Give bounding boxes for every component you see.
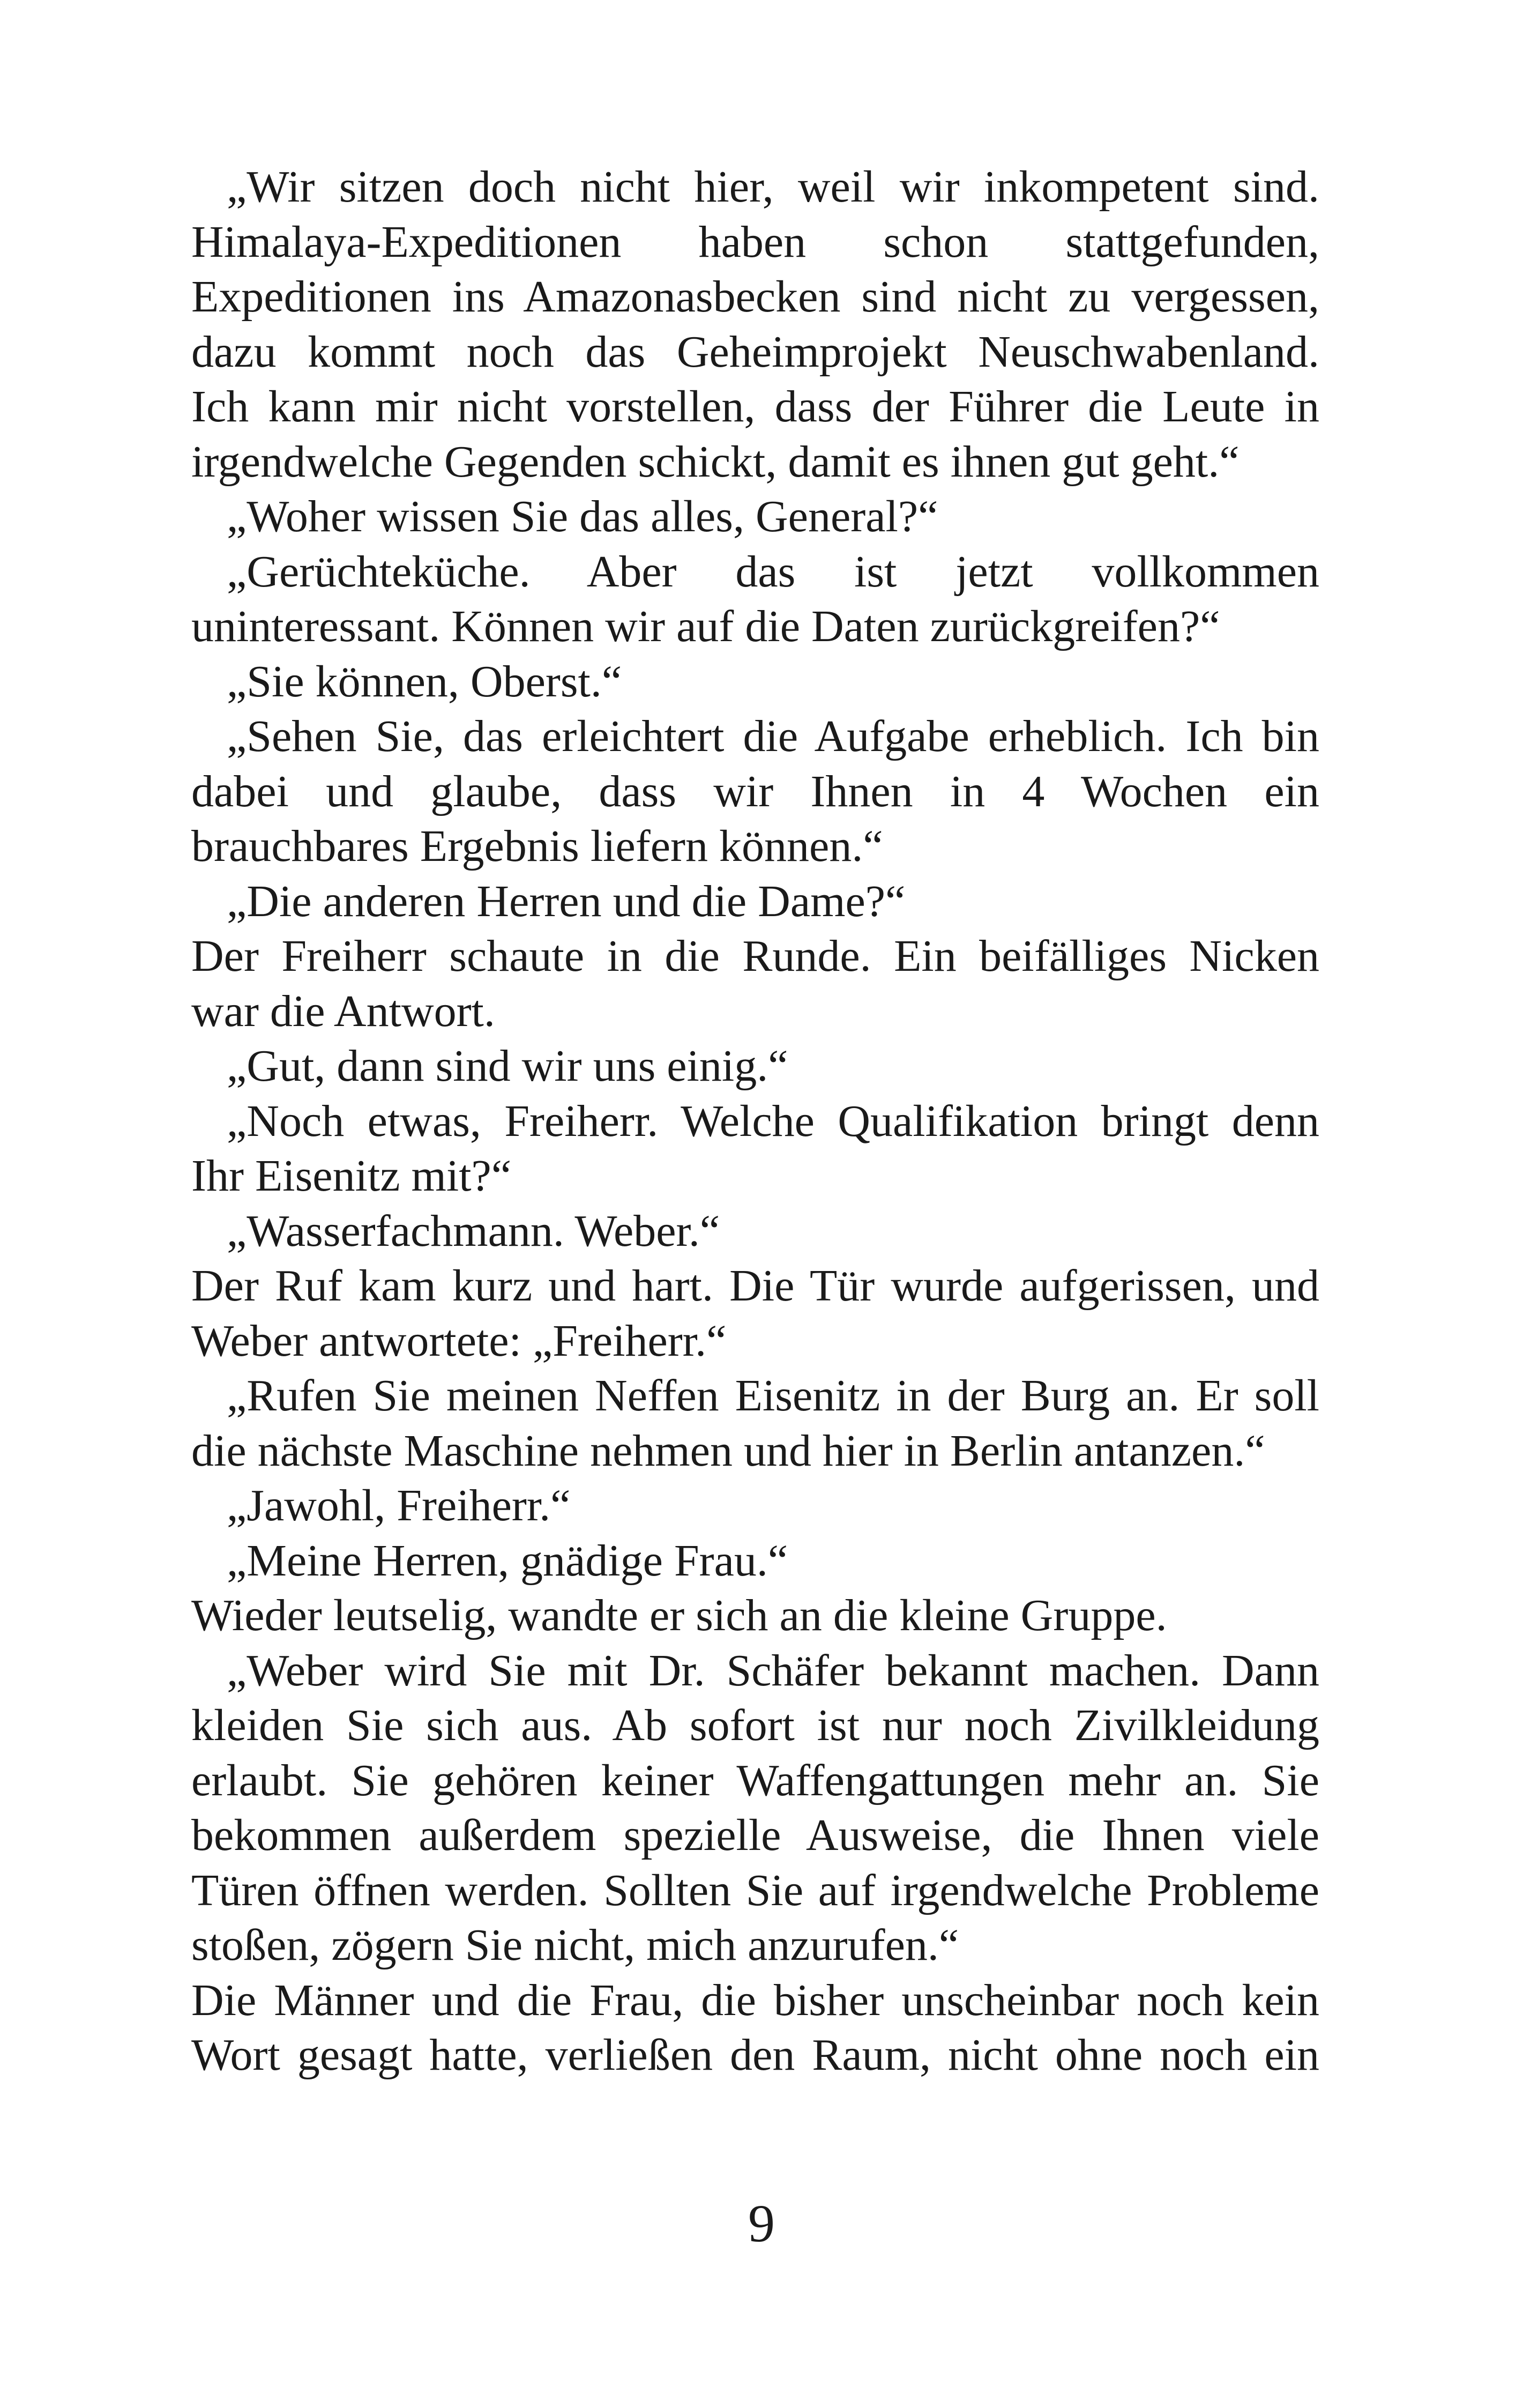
text-line: „Wasserfachmann. Weber.“ xyxy=(227,1206,720,1256)
text-line: „Die anderen Herren und die Dame?“ xyxy=(227,876,906,926)
text-line: die nächste Maschine nehmen und hier in Berlin antanzen.“ xyxy=(191,1425,1265,1476)
text-line: Der Freiherr schaute in die Runde. Ein beifälliges Nicken xyxy=(191,931,1319,981)
text-line: Wieder leutselig, wandte er sich an die kleine Gruppe. xyxy=(191,1591,1167,1640)
text-line: Ich kann mir nicht vorstellen, dass der Führer die Leute in xyxy=(191,382,1319,432)
text-line: Weber antwortete: „Freiherr.“ xyxy=(191,1316,727,1366)
text-line: Ihr Eisenitz mit?“ xyxy=(191,1151,512,1201)
text-line: erlaubt. Sie gehören keiner Waffengattungen mehr an. Sie xyxy=(191,1755,1319,1805)
text-line: „Gut, dann sind wir uns einig.“ xyxy=(227,1041,788,1091)
text-line: Himalaya-Expeditionen haben schon stattgefunden, xyxy=(191,217,1319,267)
text-line: uninteressant. Können wir auf die Daten zurückgreifen?“ xyxy=(191,601,1220,651)
text-line: „Gerüchteküche. Aber das ist jetzt vollkommen xyxy=(227,546,1319,597)
text-line: stoßen, zögern Sie nicht, mich anzurufen.“ xyxy=(191,1920,959,1970)
text-line: Expeditionen ins Amazonasbecken sind nicht zu vergessen, xyxy=(191,272,1319,322)
page-number: 9 xyxy=(748,2194,775,2253)
text-line: „Noch etwas, Freiherr. Welche Qualifikation bringt denn xyxy=(227,1096,1319,1146)
text-line: „Jawohl, Freiherr.“ xyxy=(227,1481,571,1530)
text-line: irgendwelche Gegenden schickt, damit es ihnen gut geht.“ xyxy=(191,436,1240,487)
book-page-body xyxy=(191,160,1319,2083)
text-line: brauchbares Ergebnis liefern können.“ xyxy=(191,821,883,871)
text-line: Der Ruf kam kurz und hart. Die Tür wurde aufgerissen, und xyxy=(191,1261,1319,1311)
text-line: „Sie können, Oberst.“ xyxy=(227,656,622,707)
text-line: war die Antwort. xyxy=(191,986,495,1036)
text-line: „Meine Herren, gnädige Frau.“ xyxy=(227,1535,788,1586)
text-line: dazu kommt noch das Geheimprojekt Neuschwabenland. xyxy=(191,326,1319,377)
text-line: bekommen außerdem spezielle Ausweise, die Ihnen viele xyxy=(191,1810,1319,1860)
text-line: „Weber wird Sie mit Dr. Schäfer bekannt machen. Dann xyxy=(227,1645,1319,1696)
text-line: Wort gesagt hatte, verließen den Raum, nicht ohne noch ein xyxy=(191,2030,1319,2080)
text-line: „Wir sitzen doch nicht hier, weil wir inkompetent sind. xyxy=(227,162,1319,212)
text-line: „Sehen Sie, das erleichtert die Aufgabe erheblich. Ich bin xyxy=(227,711,1319,761)
text-line: „Rufen Sie meinen Neffen Eisenitz in der Burg an. Er soll xyxy=(227,1371,1319,1421)
text-line: kleiden Sie sich aus. Ab sofort ist nur noch Zivilkleidung xyxy=(191,1700,1319,1750)
text-line: dabei und glaube, dass wir Ihnen in 4 Wochen ein xyxy=(191,766,1319,816)
text-line: Die Männer und die Frau, die bisher unscheinbar noch kein xyxy=(191,1975,1319,2025)
text-line: Türen öffnen werden. Sollten Sie auf irgendwelche Probleme xyxy=(191,1865,1319,1915)
text-line: „Woher wissen Sie das alles, General?“ xyxy=(227,492,938,541)
